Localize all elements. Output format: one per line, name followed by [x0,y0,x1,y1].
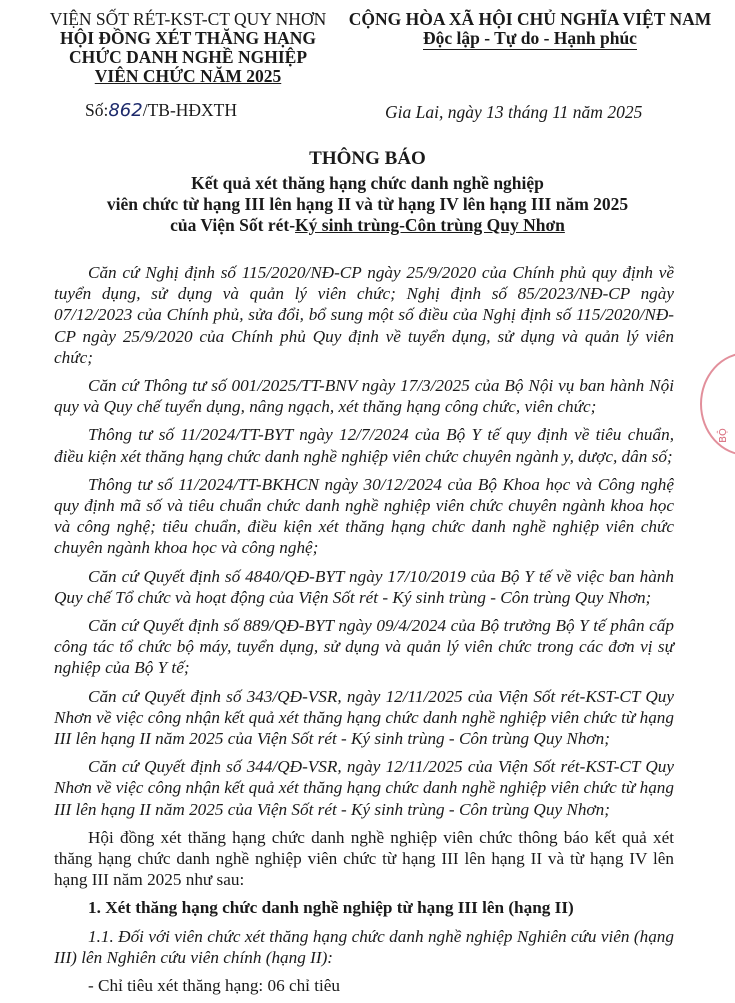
legal-basis-8: Căn cứ Quyết định số 344/QĐ-VSR, ngày 12/11/2025 của Viện Sốt rét-KST-CT Quy Nhơn về việc công nhận kết quả xét thăng hạng chức danh nghề nghiệp viên chức từ hạng III lên hạng II năm 2025 của Viện Sốt rét - Ký sinh trùng - Côn trùng Quy Nhơn; [54,757,674,819]
legal-basis-1: Căn cứ Nghị định số 115/2020/NĐ-CP ngày 25/9/2020 của Chính phủ quy định về tuyển dụng, sử dụng và quản lý viên chức; Nghị định số 85/2023/NĐ-CP ngày 07/12/2023 của Chính phủ, sửa đổi, bổ sung một số điều của Nghị định số 115/2020/NĐ-CP ngày 25/9/2020 của Chính phủ Quy định về tuyển dụng, sử dụng và quản lý viên chức; [54,263,674,367]
doc-number-prefix: Số: [85,100,109,120]
place-date: Gia Lai, ngày 13 tháng 11 năm 2025 [385,102,643,122]
title-line-3b: Ký sinh trùng-Côn trùng Quy Nhơn [295,215,565,235]
title-line-3 [170,215,565,236]
org-line-2: HỘI ĐỒNG XÉT THĂNG HẠNG [59,28,317,48]
legal-basis-2: Căn cứ Thông tư số 001/2025/TT-BNV ngày 17/3/2025 của Bộ Nội vụ ban hành Nội quy và Quy chế tuyển dụng, nâng ngạch, xét thăng hạng công chức, viên chức; [54,376,674,417]
legal-basis-7: Căn cứ Quyết định số 343/QĐ-VSR, ngày 12/11/2025 của Viện Sốt rét-KST-CT Quy Nhơn về việc công nhận kết quả xét thăng hạng chức danh nghề nghiệp viên chức từ hạng III lên hạng II năm 2025 của Viện Sốt rét - Ký sinh trùng - Côn trùng Quy Nhơn; [54,686,674,749]
org-line-3: CHỨC DANH NGHỀ NGHIỆP [68,47,308,67]
stamp-text: BỘ [717,428,729,443]
legal-basis-6: Căn cứ Quyết định số 889/QĐ-BYT ngày 09/4/2024 của Bộ trưởng Bộ Y tế phân cấp công tác tổ chức bộ máy, tuyển dụng, sử dụng và quản lý viên chức trong các đơn vị sự nghiệp của Bộ Y tế; [54,616,674,678]
national-motto: Độc lập - Tự do - Hạnh phúc [423,28,637,48]
org-line-1: VIỆN SỐT RÉT-KST-CT QUY NHƠN [49,9,327,29]
org-line-4: VIÊN CHỨC NĂM 2025 [94,66,282,86]
doc-number-handwritten: 862 [108,100,143,121]
document-body [54,262,674,1003]
title-line-3a: của Viện Sốt rét- [170,215,296,235]
document-title [0,148,735,236]
title-line-1: Kết quả xét thăng hạng chức danh nghề nghiệp [191,173,544,193]
national-header [330,10,730,50]
legal-basis-5: Căn cứ Quyết định số 4840/QĐ-BYT ngày 17/10/2019 của Bộ Y tế về việc ban hành Quy chế Tổ chức và hoạt động của Viện Sốt rét - Ký sinh trùng - Côn trùng Quy Nhơn; [54,566,674,607]
section-1-heading: 1. Xét thăng hạng chức danh nghề nghiệp từ hạng III lên (hạng II) [88,898,574,918]
legal-basis-3: Thông tư số 11/2024/TT-BYT ngày 12/7/2024 của Bộ Y tế quy định về tiêu chuẩn, điều kiện xét thăng hạng chức danh nghề nghiệp viên chức chuyên ngành y, dược, dân số; [54,425,674,466]
doc-number-suffix: /TB-HĐXTH [142,100,238,120]
country-name: CỘNG HÒA XÃ HỘI CHỦ NGHĨA VIỆT NAM [348,9,712,29]
announcement-paragraph: Hội đồng xét thăng hạng chức danh nghề nghiệp viên chức thông báo kết quả xét thăng hạng chức danh nghề nghiệp viên chức từ hạng III lên hạng II và từ hạng IV lên hạng III năm 2025 như sau: [54,827,674,890]
quota-bullet: - Chỉ tiêu xét thăng hạng: 06 chỉ tiêu [88,976,341,996]
issuing-organization [28,10,348,86]
title-main: THÔNG BÁO [309,148,426,169]
legal-basis-4: Thông tư số 11/2024/TT-BKHCN ngày 30/12/2024 của Bộ Khoa học và Công nghệ quy định mã số và tiêu chuẩn chức danh nghề nghiệp viên chức chuyên ngành khoa học và công nghệ; tiêu chuẩn, điều kiện xét thăng hạng chức danh nghề nghiệp viên chức chuyên ngành khoa học và công nghệ; [54,474,674,558]
document-number [85,100,237,121]
title-line-2: viên chức từ hạng III lên hạng II và từ hạng IV lên hạng III năm 2025 [106,194,629,214]
section-1-1: 1.1. Đối với viên chức xét thăng hạng chức danh nghề nghiệp Nghiên cứu viên (hạng III) lên Nghiên cứu viên chính (hạng II): [54,926,674,967]
